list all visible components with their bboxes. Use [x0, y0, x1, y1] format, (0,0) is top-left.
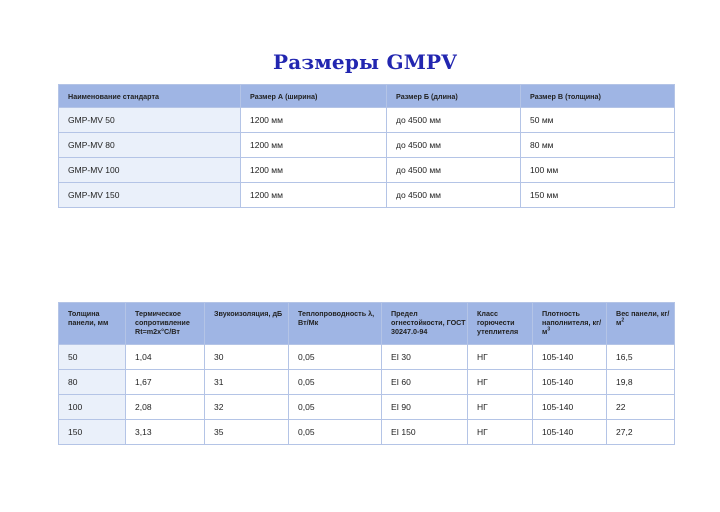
table-row — [59, 370, 675, 395]
column-header-thickness: Размер В (толщина) — [521, 85, 675, 108]
cell-thermal-conductivity: 0,05 — [289, 395, 382, 420]
column-header-weight — [607, 303, 675, 345]
table-row — [59, 183, 675, 208]
cell-flammability-class: НГ — [468, 370, 533, 395]
cell-standard: GMP-MV 150 — [59, 183, 241, 208]
cell-length: до 4500 мм — [387, 158, 521, 183]
cell-thermal-resistance: 2,08 — [126, 395, 205, 420]
cell-fire-resistance: EI 90 — [382, 395, 468, 420]
table-row — [59, 345, 675, 370]
cell-thickness: 80 — [59, 370, 126, 395]
column-header-density — [533, 303, 607, 345]
cell-flammability-class: НГ — [468, 395, 533, 420]
table-header-row — [59, 303, 675, 345]
table-row — [59, 395, 675, 420]
table-row — [59, 133, 675, 158]
column-header-thermal-conductivity: Теплопроводность λ, Вт/Мк — [289, 303, 382, 345]
cell-width: 1200 мм — [241, 183, 387, 208]
cell-width: 1200 мм — [241, 158, 387, 183]
column-header-thickness: Толщина панели, мм — [59, 303, 126, 345]
table-row — [59, 158, 675, 183]
cell-thickness: 80 мм — [521, 133, 675, 158]
cell-width: 1200 мм — [241, 133, 387, 158]
cell-weight: 19,8 — [607, 370, 675, 395]
cell-density: 105-140 — [533, 420, 607, 445]
cell-standard: GMP-MV 50 — [59, 108, 241, 133]
weight-label: Вес панели, кг/м — [616, 309, 670, 327]
cell-flammability-class: НГ — [468, 420, 533, 445]
cell-thickness: 150 мм — [521, 183, 675, 208]
table-header-row — [59, 85, 675, 108]
sizes-table — [58, 84, 675, 208]
cell-length: до 4500 мм — [387, 133, 521, 158]
column-header-flammability-class: Класс горючести утеплителя — [468, 303, 533, 345]
cell-thickness: 100 мм — [521, 158, 675, 183]
cell-thickness: 50 мм — [521, 108, 675, 133]
cell-thickness: 150 — [59, 420, 126, 445]
cell-weight: 16,5 — [607, 345, 675, 370]
cell-sound-insulation: 35 — [205, 420, 289, 445]
cell-thermal-conductivity: 0,05 — [289, 370, 382, 395]
density-unit-exponent: 3 — [547, 326, 551, 333]
column-header-length: Размер Б (длина) — [387, 85, 521, 108]
cell-standard: GMP-MV 100 — [59, 158, 241, 183]
column-header-standard: Наименование стандарта — [59, 85, 241, 108]
cell-thermal-resistance: 1,67 — [126, 370, 205, 395]
cell-length: до 4500 мм — [387, 183, 521, 208]
cell-density: 105-140 — [533, 370, 607, 395]
cell-thermal-conductivity: 0,05 — [289, 420, 382, 445]
table-row — [59, 420, 675, 445]
cell-width: 1200 мм — [241, 108, 387, 133]
column-header-thermal-resistance: Термическое сопротивление Rt=m2x°C/Вт — [126, 303, 205, 345]
cell-weight: 22 — [607, 395, 675, 420]
column-header-width: Размер А (ширина) — [241, 85, 387, 108]
specs-table — [58, 302, 675, 445]
cell-density: 105-140 — [533, 395, 607, 420]
density-label: Плотность наполнителя, кг/м — [542, 309, 602, 336]
cell-thickness: 100 — [59, 395, 126, 420]
cell-sound-insulation: 31 — [205, 370, 289, 395]
cell-fire-resistance: EI 60 — [382, 370, 468, 395]
cell-weight: 27,2 — [607, 420, 675, 445]
cell-standard: GMP-MV 80 — [59, 133, 241, 158]
cell-fire-resistance: EI 30 — [382, 345, 468, 370]
page-title: Размеры GMPV — [272, 50, 458, 74]
weight-unit-exponent: 2 — [621, 317, 625, 324]
cell-fire-resistance: EI 150 — [382, 420, 468, 445]
cell-sound-insulation: 32 — [205, 395, 289, 420]
cell-thickness: 50 — [59, 345, 126, 370]
cell-thermal-resistance: 1,04 — [126, 345, 205, 370]
table-row — [59, 108, 675, 133]
cell-sound-insulation: 30 — [205, 345, 289, 370]
column-header-sound-insulation: Звукоизоляция, дБ — [205, 303, 289, 345]
cell-length: до 4500 мм — [387, 108, 521, 133]
cell-density: 105-140 — [533, 345, 607, 370]
cell-flammability-class: НГ — [468, 345, 533, 370]
cell-thermal-conductivity: 0,05 — [289, 345, 382, 370]
cell-thermal-resistance: 3,13 — [126, 420, 205, 445]
column-header-fire-resistance: Предел огнестойкости, ГОСТ 30247.0-94 — [382, 303, 468, 345]
